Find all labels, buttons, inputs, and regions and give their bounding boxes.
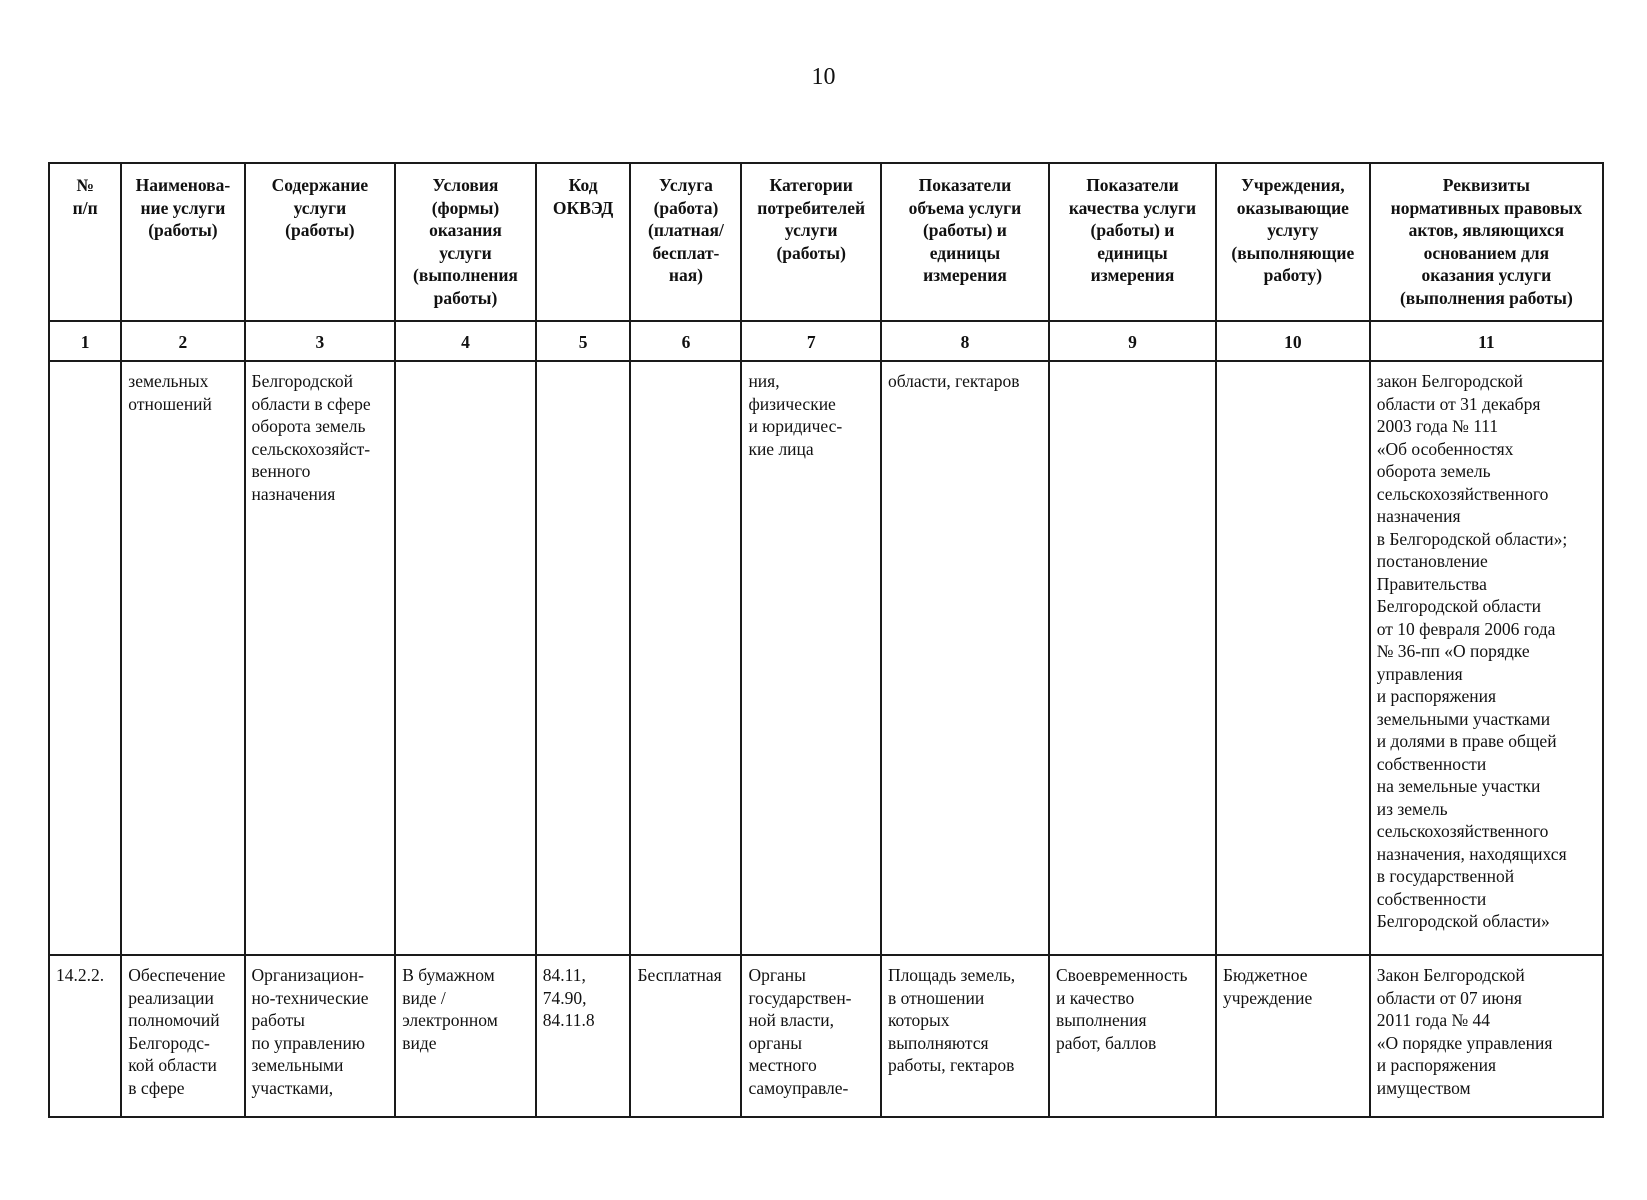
table-cell: области, гектаров [881, 361, 1049, 955]
table-cell: Площадь земель, в отношении которых выполняются работы, гектаров [881, 955, 1049, 1117]
column-number: 1 [49, 321, 121, 361]
table-cell: Обеспечение реализации полномочий Белгородс- кой области в сфере [121, 955, 244, 1117]
column-numbers-row [49, 321, 1603, 361]
header-paid-free: Услуга (работа) (платная/ бесплат- ная) [630, 163, 741, 321]
column-number: 8 [881, 321, 1049, 361]
table-cell: ния, физические и юридичес- кие лица [741, 361, 881, 955]
table-cell: Бесплатная [630, 955, 741, 1117]
table-cell: 14.2.2. [49, 955, 121, 1117]
table-cell: Закон Белгородской области от 07 июня 2011 года № 44 «О порядке управления и распоряжения имуществом [1370, 955, 1603, 1117]
column-number: 5 [536, 321, 631, 361]
column-number: 6 [630, 321, 741, 361]
table-row [49, 955, 1603, 1117]
table-cell [1049, 361, 1216, 955]
column-number: 3 [245, 321, 396, 361]
header-consumers: Категории потребителей услуги (работы) [741, 163, 881, 321]
table-header-row [49, 163, 1603, 321]
column-number: 2 [121, 321, 244, 361]
header-volume-indicators: Показатели объема услуги (работы) и единицы измерения [881, 163, 1049, 321]
header-institutions: Учреждения, оказывающие услугу (выполняющие работу) [1216, 163, 1370, 321]
column-number: 9 [1049, 321, 1216, 361]
table-cell: Органы государствен- ной власти, органы местного самоуправле- [741, 955, 881, 1117]
header-number: № п/п [49, 163, 121, 321]
column-number: 11 [1370, 321, 1603, 361]
header-service-content: Содержание услуги (работы) [245, 163, 396, 321]
table-row [49, 361, 1603, 955]
table-cell [630, 361, 741, 955]
page-number: 10 [811, 64, 836, 90]
table-cell: Белгородской области в сфере оборота земель сельскохозяйст- венного назначения [245, 361, 396, 955]
header-legal-acts: Реквизиты нормативных правовых актов, являющихся основанием для оказания услуги (выполнения работы) [1370, 163, 1603, 321]
table-cell: 84.11, 74.90, 84.11.8 [536, 955, 631, 1117]
table-cell: Организацион- но-технические работы по управлению земельными участками, [245, 955, 396, 1117]
column-number: 7 [741, 321, 881, 361]
column-number: 10 [1216, 321, 1370, 361]
table-cell: Своевременность и качество выполнения работ, баллов [1049, 955, 1216, 1117]
table-cell: Бюджетное учреждение [1216, 955, 1370, 1117]
table-cell [536, 361, 631, 955]
table-cell [49, 361, 121, 955]
table-cell: закон Белгородской области от 31 декабря 2003 года № 111 «Об особенностях оборота земель сельскохозяйственного назначения в Белгородской области»; постановление Правительства Белгородской области от 10 февраля 2006 года № 36-пп «О порядке управления и распоряжения земельными участками и долями в праве общей собственности на земельные участки из земель сельскохозяйственного назначения, находящихся в государственной собственности Белгородской области» [1370, 361, 1603, 955]
table-cell [1216, 361, 1370, 955]
table-cell [395, 361, 536, 955]
table-cell: В бумажном виде / электронном виде [395, 955, 536, 1117]
header-okved: Код ОКВЭД [536, 163, 631, 321]
header-quality-indicators: Показатели качества услуги (работы) и единицы измерения [1049, 163, 1216, 321]
header-conditions: Условия (формы) оказания услуги (выполнения работы) [395, 163, 536, 321]
header-service-name: Наименова- ние услуги (работы) [121, 163, 244, 321]
column-number: 4 [395, 321, 536, 361]
table-cell: земельных отношений [121, 361, 244, 955]
services-table [48, 162, 1604, 1118]
